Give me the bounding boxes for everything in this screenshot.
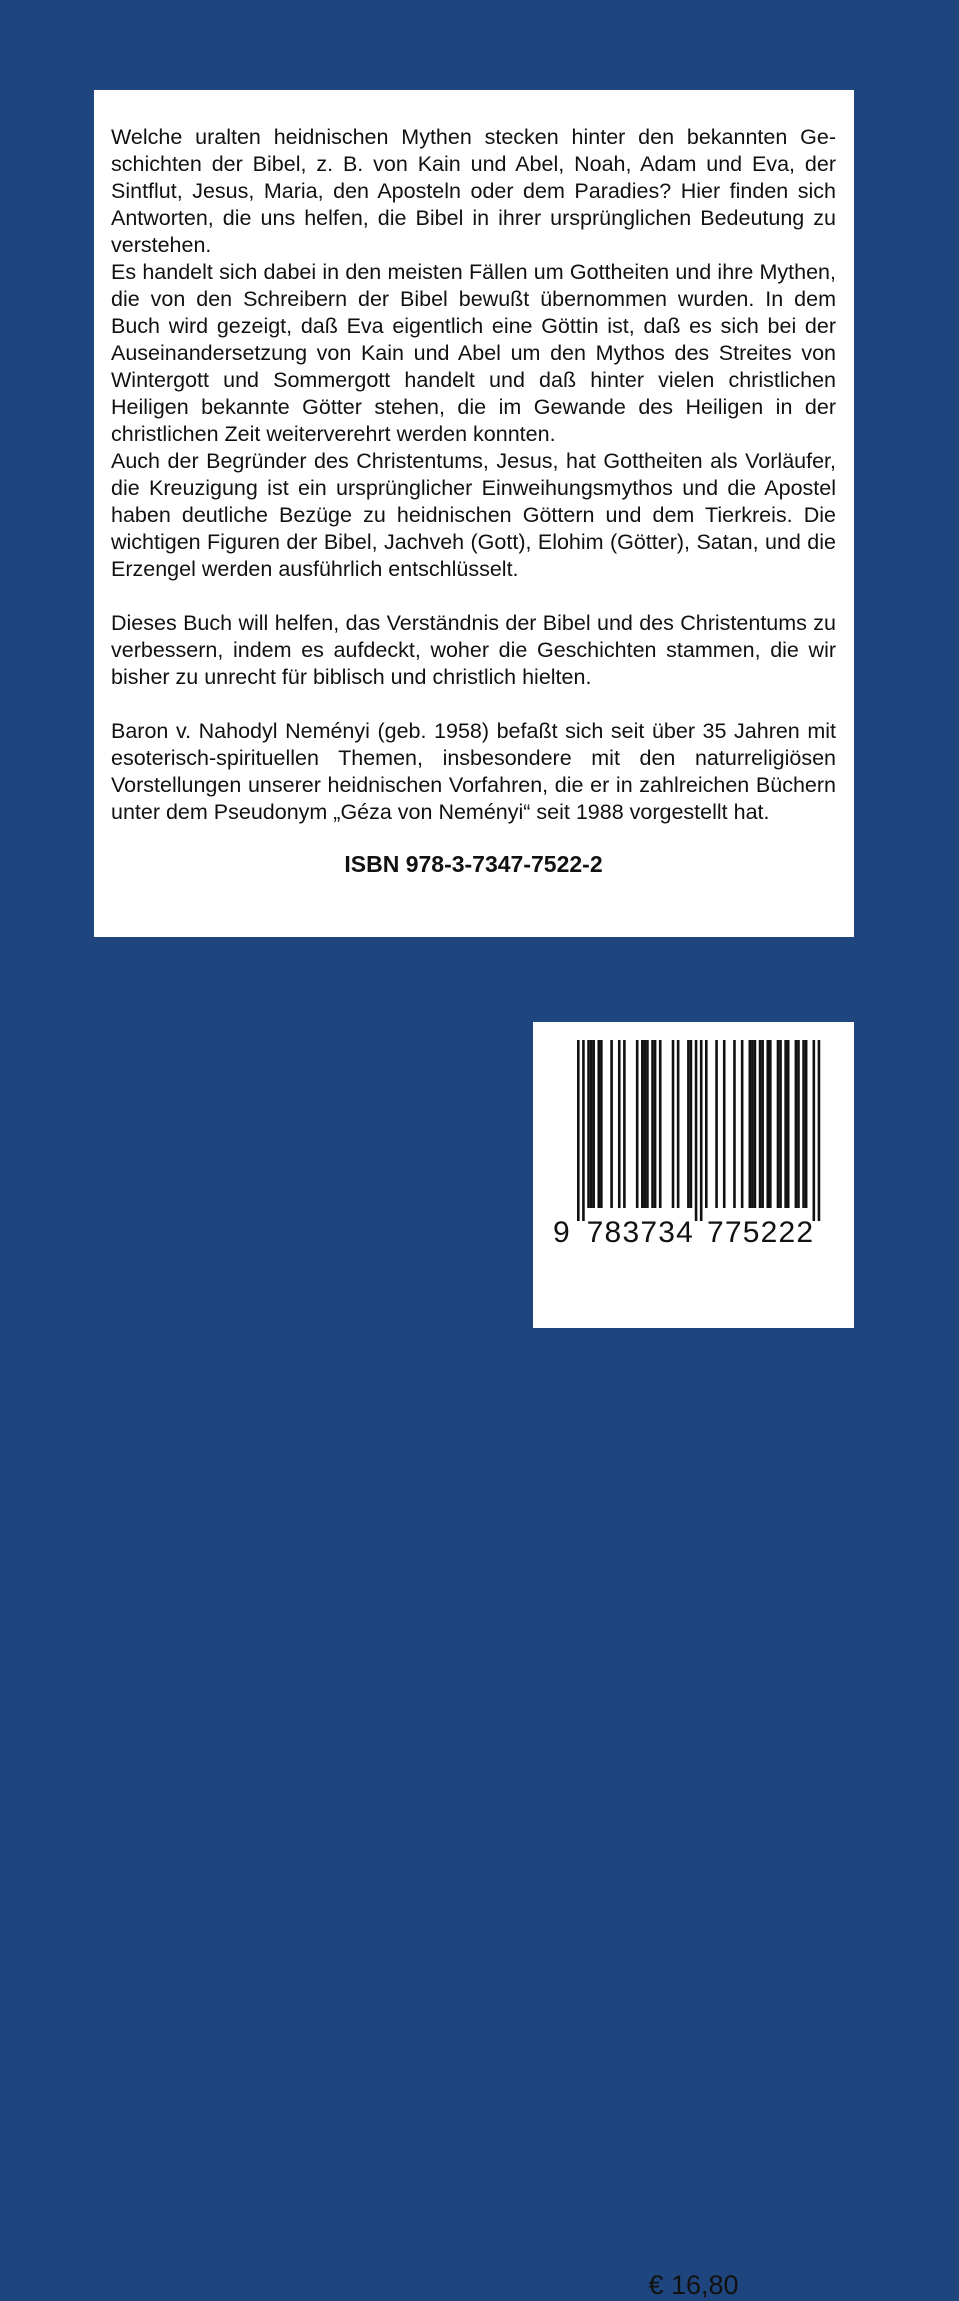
barcode-bar xyxy=(787,1040,790,1208)
barcode-bar xyxy=(805,1040,808,1208)
barcode-box xyxy=(533,1022,854,2300)
barcode-bar xyxy=(597,1040,600,1208)
barcode-bar xyxy=(587,1040,590,1208)
blurb-paragraph-4: Dieses Buch will helfen, das Verständnis der Bibel und des Christentums zu verbessern, indem es aufdeckt, woher die Geschichten stammen, die wir bisher zu unrecht für biblisch und christlich hielten. xyxy=(111,611,836,689)
author-bio: Baron v. Nahodyl Neményi (geb. 1958) befaßt sich seit über 35 Jahren mit esoterisch-spirituellen Themen, insbesondere mit den naturreligiösen Vorstellungen unserer heidnischen Vorfahren, die er in zahlreichen Büchern unter dem Pseudonym „Géza von Neményi“ seit 1988 vorgestellt hat. xyxy=(111,719,836,824)
barcode-guard-bar xyxy=(695,1040,698,1221)
barcode-guard-bar xyxy=(577,1040,580,1221)
barcode-bar xyxy=(687,1040,690,1208)
barcode-bar xyxy=(769,1040,772,1208)
barcode-bar xyxy=(672,1040,675,1208)
isbn-label: ISBN 978-3-7347-7522-2 xyxy=(344,851,603,877)
barcode-digits-left: 783734 xyxy=(586,1216,694,1249)
barcode-bar xyxy=(610,1040,613,1208)
barcode-bar xyxy=(754,1040,757,1208)
barcode-bar xyxy=(644,1040,647,1208)
barcode-guard-bar xyxy=(700,1040,703,1221)
blurb-paragraph-2: Es handelt sich dabei in den meisten Fällen um Gottheiten und ihre Mythen, die von den Schreibern der Bibel bewußt übernommen wurden. In dem Buch wird gezeigt, daß Eva eigentlich eine Göttin ist, daß es sich bei der Auseinandersetzung von Kain und Abel um den Mythos des Streites von Wintergott und Sommergott handelt und daß hinter vielen christlichen Heiligen bekannte Götter stehen, die im Gewande des Heiligen in der christlichen Zeit weiterverehrt werden konnten. xyxy=(111,260,836,446)
barcode-bar xyxy=(590,1040,593,1208)
barcode-bar xyxy=(646,1040,649,1208)
barcode-bar xyxy=(797,1040,800,1208)
paragraph-spacer xyxy=(111,583,836,610)
blurb-panel xyxy=(94,90,854,937)
barcode-bar xyxy=(600,1040,603,1208)
barcode-guard-bar xyxy=(582,1040,585,1221)
barcode-bar xyxy=(677,1040,680,1208)
barcode-digit-first: 9 xyxy=(553,1216,570,1249)
barcode-bar xyxy=(766,1040,769,1208)
barcode-bar xyxy=(690,1040,693,1208)
barcode-guard-bar xyxy=(818,1040,821,1221)
barcode-bar xyxy=(795,1040,798,1208)
barcode-bar xyxy=(641,1040,644,1208)
barcode-bar xyxy=(618,1040,621,1208)
barcode-bar xyxy=(723,1040,726,1208)
barcode-bar xyxy=(715,1040,718,1208)
barcode-bar xyxy=(654,1040,657,1208)
blurb-paragraph-1: Welche uralten heidnischen Mythen stecken hinter den bekannten Geschichten der Bibel, z. B. von Kain und Abel, Noah, Adam und Eva, der Sintflut, Jesus, Maria, den Aposteln oder dem Paradies? Hier finden sich Antworten, die uns helfen, die Bibel in ihrer ursprünglichen Bedeutung zu verstehen. xyxy=(111,125,836,257)
barcode-bar xyxy=(802,1040,805,1208)
barcode-bar xyxy=(592,1040,595,1208)
price-label: € 16,80 xyxy=(648,2270,739,2300)
barcode-bar xyxy=(733,1040,736,1208)
barcode-bar xyxy=(759,1040,762,1208)
paragraph-spacer xyxy=(111,691,836,718)
blurb-paragraph-3: Auch der Begründer des Christentums, Jesus, hat Gottheiten als Vorläufer, die Kreuzigung ist ein ursprünglicher Einweihungsmythos und die Apostel haben deutliche Bezüge zu heidnischen Göttern und dem Tierkreis. Die wichtigen Figuren der Bibel, Jachveh (Gott), Elohim (Götter), Satan, und die Erzengel werden ausführlich entschlüsselt. xyxy=(111,449,836,581)
barcode-bar xyxy=(761,1040,764,1208)
barcode-bar xyxy=(636,1040,639,1208)
barcode-bar xyxy=(659,1040,662,1208)
barcode-bar xyxy=(705,1040,708,1208)
barcode-digits-right: 775222 xyxy=(707,1216,815,1249)
ean13-barcode xyxy=(533,1022,854,1328)
barcode-bar xyxy=(741,1040,744,1208)
barcode-bar xyxy=(749,1040,752,1208)
barcode-bar xyxy=(777,1040,780,1208)
barcode-bar xyxy=(651,1040,654,1208)
barcode-bar xyxy=(779,1040,782,1208)
barcode-guard-bar xyxy=(813,1040,816,1221)
barcode-bar xyxy=(623,1040,626,1208)
barcode-bar xyxy=(784,1040,787,1208)
barcode-bar xyxy=(751,1040,754,1208)
